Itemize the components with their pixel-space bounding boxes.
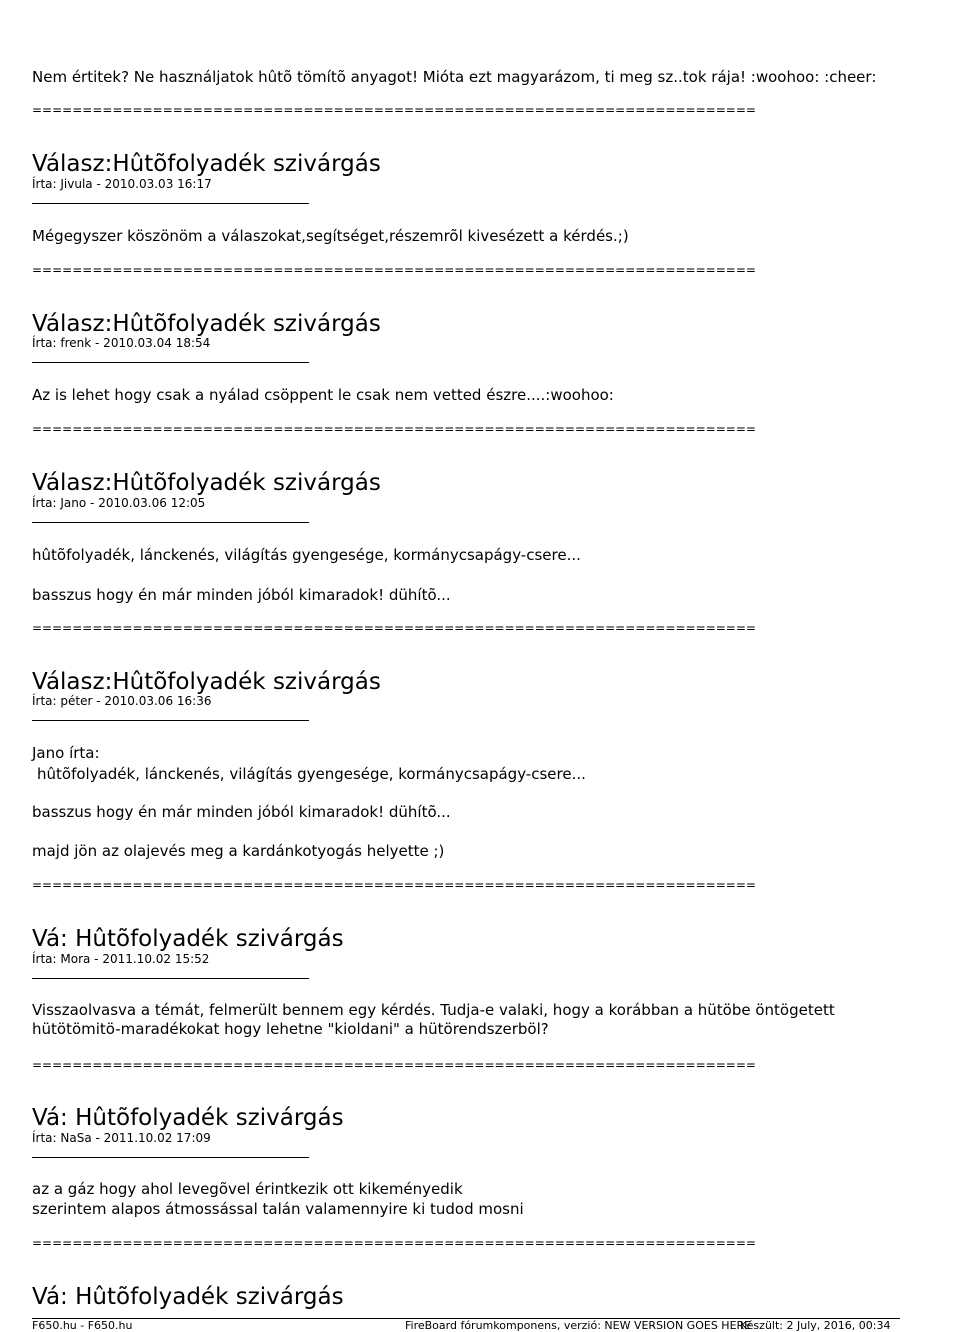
- footer-component: FireBoard fórumkomponens, verzió: NEW VERSION GOES HERE: [405, 1319, 752, 1332]
- post-title: Vá: Hûtõfolyadék szivárgás: [32, 1105, 344, 1131]
- post-title: Válasz:Hûtõfolyadék szivárgás: [32, 151, 381, 177]
- post-text: Az is lehet hogy csak a nyálad csöppent le csak nem vetted észre....:woohoo:: [32, 386, 614, 404]
- post-rule: [32, 978, 309, 979]
- separator: ========================================================================: [32, 1236, 756, 1250]
- post-text: Mégegyszer köszönöm a válaszokat,segítséget,részemrõl kivesézett a kérdés.;): [32, 227, 629, 245]
- post-text: Visszaolvasva a témát, felmerült bennem egy kérdés. Tudja-e valaki, hogy a korábban a hütöbe öntögetett hütötömitö-maradékokat hogy lehetne "kioldani" a hütörendszerböl?: [32, 1001, 835, 1038]
- quote-label: Jano írta:: [32, 744, 100, 762]
- post-rule: [32, 1157, 309, 1158]
- separator: ========================================================================: [32, 878, 756, 892]
- post-title: Válasz:Hûtõfolyadék szivárgás: [32, 470, 381, 496]
- post-title: Vá: Hûtõfolyadék szivárgás: [32, 1284, 344, 1310]
- post-meta: Írta: péter - 2010.03.06 16:36: [32, 694, 212, 708]
- post-meta: Írta: Jivula - 2010.03.03 16:17: [32, 177, 212, 191]
- post-rule: [32, 522, 309, 523]
- footer-site: F650.hu - F650.hu: [32, 1319, 133, 1332]
- separator: ========================================================================: [32, 263, 756, 277]
- post-text: basszus hogy én már minden jóból kimaradok! dühítõ...: [32, 586, 451, 604]
- intro-text: Nem értitek? Ne használjatok hûtõ tömítõ anyagot! Mióta ezt magyarázom, ti meg sz..tok rája! :woohoo: :cheer:: [32, 68, 877, 86]
- post-meta: Írta: Jano - 2010.03.06 12:05: [32, 496, 206, 510]
- post-meta: Írta: Mora - 2011.10.02 15:52: [32, 952, 210, 966]
- quote-text: hûtõfolyadék, lánckenés, világítás gyengesége, kormánycsapágy-csere...: [37, 765, 586, 783]
- post-text: majd jön az olajevés meg a kardánkotyogás helyette ;): [32, 842, 445, 860]
- post-text: szerintem alapos átmossással talán valamennyire ki tudod mosni: [32, 1200, 524, 1218]
- page-footer: [0, 1318, 960, 1332]
- post-title: Vá: Hûtõfolyadék szivárgás: [32, 926, 344, 952]
- post-text: hûtõfolyadék, lánckenés, világítás gyengesége, kormánycsapágy-csere...: [32, 546, 581, 564]
- post-text: az a gáz hogy ahol levegõvel érintkezik ott kikeményedik: [32, 1180, 463, 1198]
- footer-generated: Készült: 2 July, 2016, 00:34: [740, 1319, 891, 1332]
- post-rule: [32, 720, 309, 721]
- separator: ========================================================================: [32, 103, 756, 117]
- post-title: Válasz:Hûtõfolyadék szivárgás: [32, 669, 381, 695]
- post-title: Válasz:Hûtõfolyadék szivárgás: [32, 311, 381, 337]
- separator: ========================================================================: [32, 422, 756, 436]
- post-meta: Írta: frenk - 2010.03.04 18:54: [32, 336, 211, 350]
- post-rule: [32, 362, 309, 363]
- post-rule: [32, 203, 309, 204]
- separator: ========================================================================: [32, 1058, 756, 1072]
- post-meta: Írta: NaSa - 2011.10.02 17:09: [32, 1131, 211, 1145]
- post-text: basszus hogy én már minden jóból kimaradok! dühítõ...: [32, 803, 451, 821]
- separator: ========================================================================: [32, 621, 756, 635]
